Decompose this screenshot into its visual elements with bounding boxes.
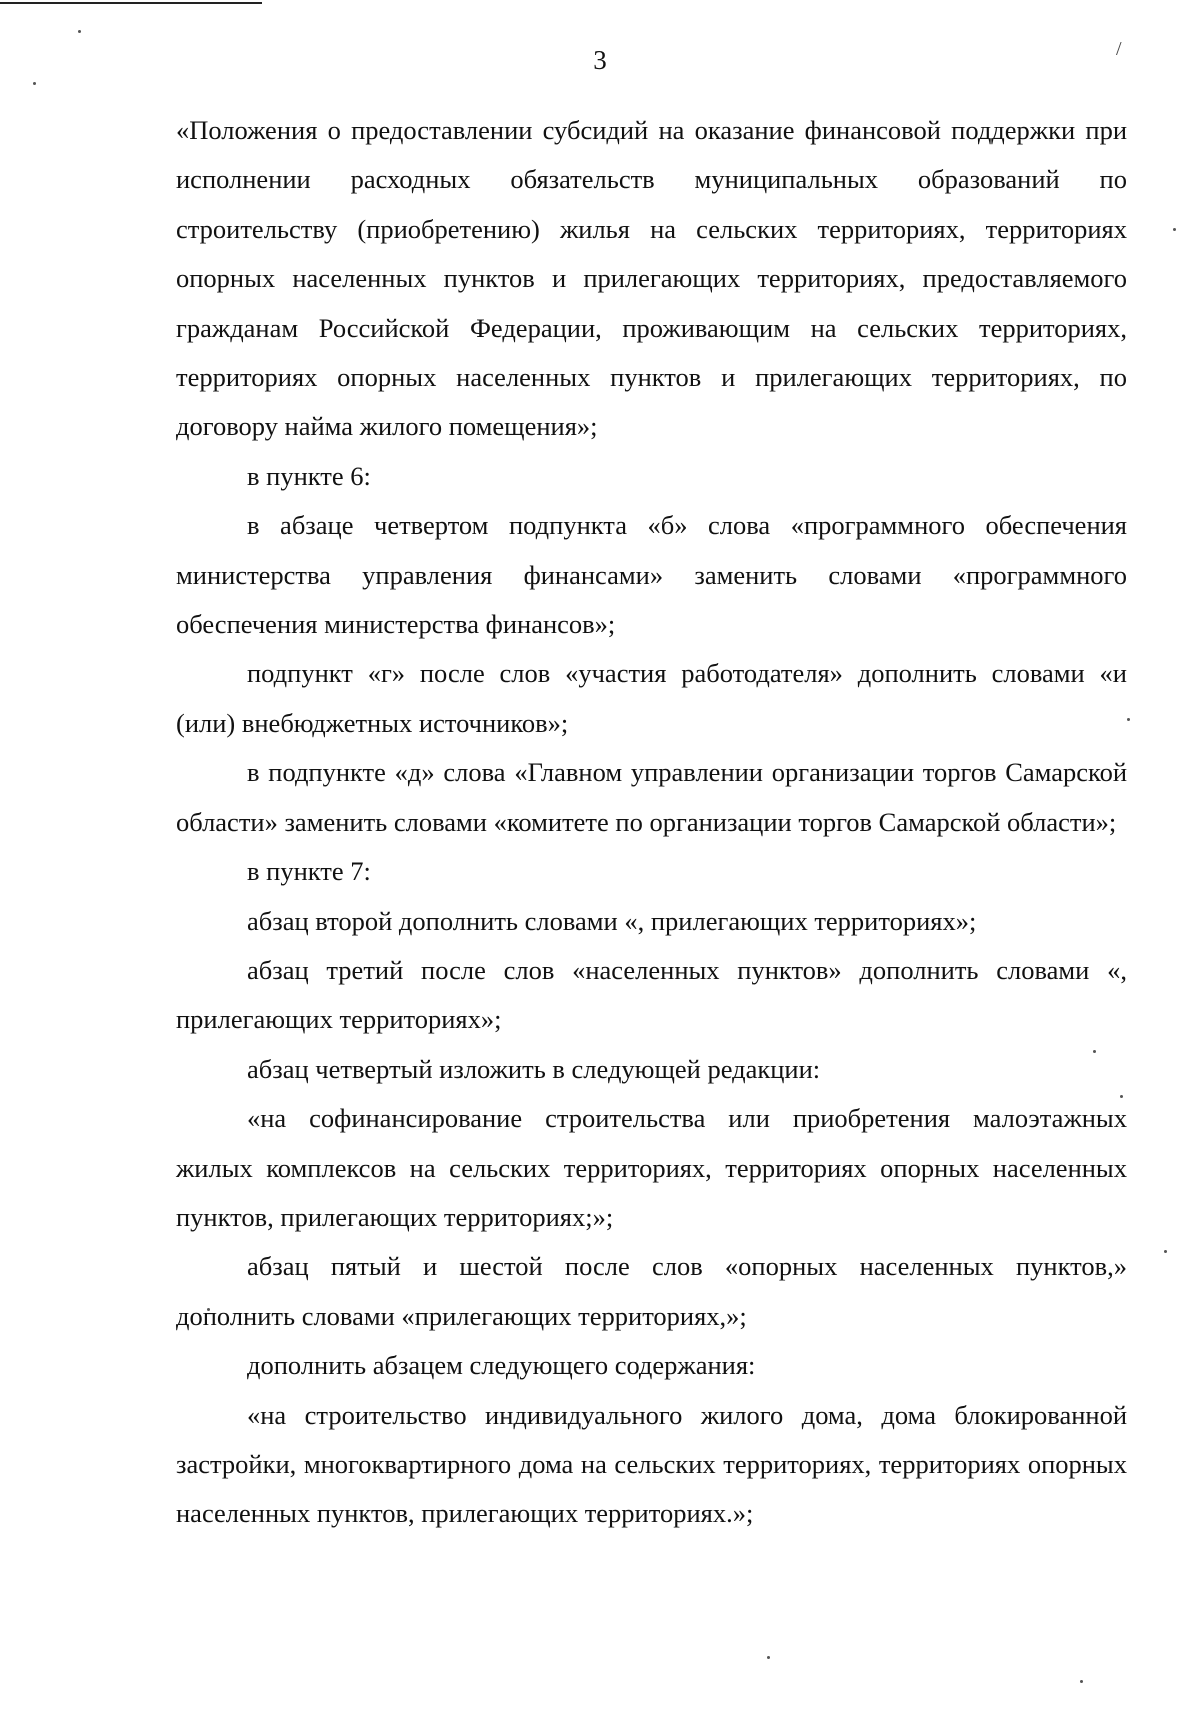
- paragraph-fifth-sixth-abzac: абзац пятый и шестой после слов «опорных населенных пунктов,» дополнить словами «прилегающих территориях,»;: [176, 1251, 1127, 1331]
- paragraph-point-7: в пункте 7:: [247, 856, 371, 887]
- paragraph-subpoint-g: подпункт «г» после слов «участия работодателя» дополнить словами «и (или) внебюджетных источников»;: [176, 658, 1127, 738]
- margin-mark: /: [1116, 38, 1122, 60]
- paragraph-second-abzac: абзац второй дополнить словами «, прилегающих территориях»;: [247, 905, 977, 936]
- top-scan-edge-line: [0, 2, 262, 4]
- paragraph-quoted-construction: «на строительство индивидуального жилого дома, дома блокированной застройки, многоквартирного дома на сельских территориях, территориях опорных населенных пунктов, прилегающих территориях.»;: [176, 1399, 1127, 1529]
- document-body: [176, 106, 1127, 1539]
- paragraph-subpoint-d: в подпункте «д» слова «Главном управлении организации торгов Самарской области» заменить словами «комитете по организации торгов Самарской области»;: [176, 757, 1127, 837]
- paragraph-point-6: в пункте 6:: [247, 460, 371, 491]
- paragraph-regulation-title: «Положения о предоставлении субсидий на оказание финансовой поддержки при исполнении расходных обязательств муниципальных образований по строительству (приобретению) жилья на сельских территориях, территориях опорных населенных пунктов и прилегающих территориях, предоставляемого гражданам Российской Федерации, проживающим на сельских территориях, территориях опорных населенных пунктов и прилегающих территориях, по договору найма жилого помещения»;: [176, 115, 1127, 442]
- scan-speck: [33, 82, 36, 85]
- scan-speck: [1164, 1250, 1167, 1253]
- paragraph-fourth-abzac: абзац четвертый изложить в следующей редакции:: [247, 1053, 821, 1084]
- scan-speck: [1173, 228, 1176, 231]
- page-number: 3: [593, 45, 607, 75]
- paragraph-add-abzac: дополнить абзацем следующего содержания:: [247, 1350, 756, 1381]
- scan-speck: [78, 30, 81, 33]
- paragraph-subpoint-b: в абзаце четвертом подпункта «б» слова «программного обеспечения министерства управления финансами» заменить словами «программного обеспечения министерства финансов»;: [176, 510, 1127, 640]
- scan-speck: [767, 1656, 770, 1659]
- scan-speck: [1127, 718, 1130, 721]
- paragraph-third-abzac: абзац третий после слов «населенных пунктов» дополнить словами «, прилегающих территориях»;: [176, 954, 1127, 1035]
- paragraph-quoted-cofinancing: «на софинансирование строительства или приобретения малоэтажных жилых комплексов на сельских территориях, территориях опорных населенных пунктов, прилегающих территориях;»;: [176, 1103, 1127, 1232]
- scan-speck: [1080, 1680, 1083, 1683]
